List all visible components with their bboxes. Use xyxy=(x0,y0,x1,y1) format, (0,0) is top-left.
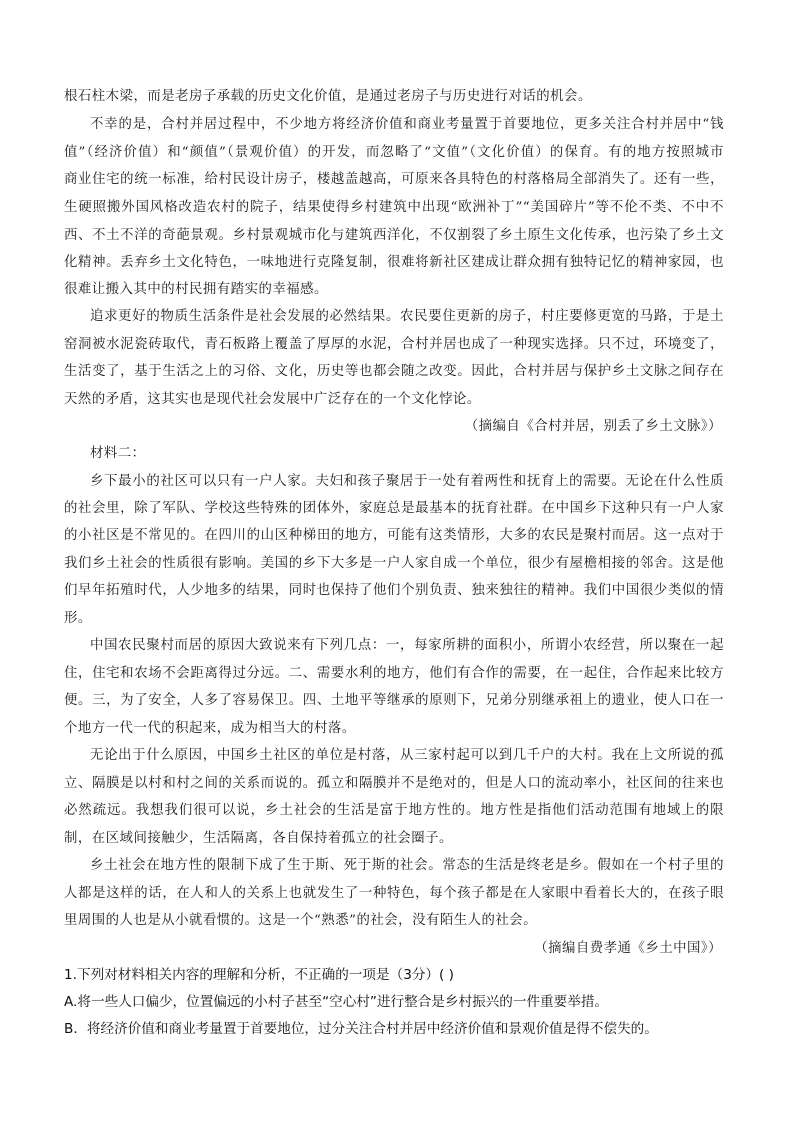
text-line: 商业住宅的统一标准，给村民设计房子，楼越盖越高，可原来各具特色的村落格局全部消失了。还有一些， xyxy=(64,172,724,187)
text-line: 无论出于什么原因，中国乡土社区的单位是村落，从三家村起可以到几千户的大村。我在上文所说的孤 xyxy=(90,748,724,763)
text-line: 人都是这样的话，在人和人的关系上也就发生了一种特色，每个孩子都是在人家眼中看着长大的，在孩子眼 xyxy=(64,886,724,901)
text-line: 制，在区域间接触少，生活隔离，各自保持着孤立的社会圈子。 xyxy=(64,831,453,846)
text-line: 里周围的人也是从小就看惯的。这是一个“熟悉”的社会，没有陌生人的社会。 xyxy=(64,913,538,928)
text-line: 必然疏远。我想我们很可以说，乡土社会的生活是富于地方性的。地方性是指他们活动范围有地域上的限 xyxy=(64,803,724,818)
text-line: 中国农民聚村而居的原因大致说来有下列几点：一，每家所耕的面积小，所谓小农经营，所以聚在一起 xyxy=(90,638,724,653)
text-line: 很难让搬入其中的村民拥有踏实的幸福感。 xyxy=(64,282,328,297)
text-line: 的社会里，除了军队、学校这些特殊的团体外，家庭总是最基本的抚育社群。在中国乡下这种只有一户人家 xyxy=(64,501,724,516)
text-line: 我们乡土社会的性质很有影响。美国的乡下大多是一户人家自成一个单位，很少有屋檐相接的邻舍。这是他 xyxy=(64,556,724,571)
text-line: 乡土社会在地方性的限制下成了生于斯、死于斯的社会。常态的生活是终老是乡。假如在一个村子里的 xyxy=(90,858,724,873)
text-line: 的小社区是不常见的。在四川的山区种梯田的地方，可能有这类情形，大多的农民是聚村而居。这一点对于 xyxy=(64,528,724,543)
question-stem: 1.下列对材料相关内容的理解和分析，不正确的一项是（3分）( ) xyxy=(64,967,454,983)
text-line: 天然的矛盾，这其实也是现代社会发展中广泛存在的一个文化悖论。 xyxy=(64,392,481,407)
answer-option-a[interactable]: A.将一些人口偏少，位置偏远的小村子甚至“空心村”进行整合是乡村振兴的一件重要举措。 xyxy=(64,994,609,1010)
text-line: 住，住宅和农场不会距离得过分远。二、需要水利的地方，他们有合作的需要，在一起住，合作起来比较方 xyxy=(64,666,724,681)
text-line: 不幸的是，合村并居过程中，不少地方将经济价值和商业考量置于首要地位，更多关注合村并居中“钱 xyxy=(90,117,724,132)
text-line: 生硬照搬外国风格改造农村的院子，结果使得乡村建筑中出现“欧洲补丁”“美国碎片”等不伦不类、不中不 xyxy=(64,200,724,215)
answer-option-b[interactable]: B．将经济价值和商业考量置于首要地位，过分关注合村并居中经济价值和景观价值是得不偿失的。 xyxy=(64,1021,658,1037)
source-citation: （摘编自费孝通《乡土中国》） xyxy=(534,941,722,956)
text-line: 立、隔膜是以村和村之间的关系而说的。孤立和隔膜并不是绝对的，但是人口的流动率小，社区间的往来也 xyxy=(64,776,724,791)
text-line: 化精神。丢弃乡土文化特色，一味地进行克隆复制，很难将新社区建成让群众拥有独特记忆的精神家园，也 xyxy=(64,255,724,270)
text-line: 西、不土不洋的奇葩景观。乡村景观城市化与建筑西洋化，不仅割裂了乡土原生文化传承，也污染了乡土文 xyxy=(64,228,724,243)
text-line: 根石柱木梁，而是老房子承载的历史文化价值，是通过老房子与历史进行对话的机会。 xyxy=(64,89,592,104)
text-line: 个地方一代一代的积起来，成为相当大的村落。 xyxy=(64,721,356,736)
section-heading: 材料二： xyxy=(90,446,146,461)
text-line: 乡下最小的社区可以只有一户人家。夫妇和孩子聚居于一处有着两性和抚育上的需要。无论在什么性质 xyxy=(90,474,724,489)
text-line: 追求更好的物质生活条件是社会发展的必然结果。农民要住更新的房子，村庄要修更宽的马路，于是土 xyxy=(90,309,724,324)
text-line: 值”（经济价值）和“颜值”（景观价值）的开发，而忽略了“文值”（文化价值）的保育。有的地方按照城市 xyxy=(64,145,724,160)
text-line: 们早年拓殖时代，人少地多的结果，同时也保持了他们个别负责、独来独往的精神。我们中国很少类似的情 xyxy=(64,583,724,598)
text-line: 生活变了，基于生活之上的习俗、文化，历史等也都会随之改变。因此，合村并居与保护乡土文脉之间存在 xyxy=(64,364,724,379)
text-line: 窑洞被水泥瓷砖取代，青石板路上覆盖了厚厚的水泥，合村并居也成了一种现实选择。只不过，环境变了， xyxy=(64,337,724,352)
text-line: 便。三，为了安全，人多了容易保卫。四、土地平等继承的原则下，兄弟分别继承祖上的遗业，使人口在一 xyxy=(64,693,724,708)
source-citation: （摘编自《合村并居，别丢了乡土文脉》） xyxy=(464,419,722,434)
text-line: 形。 xyxy=(64,611,92,626)
